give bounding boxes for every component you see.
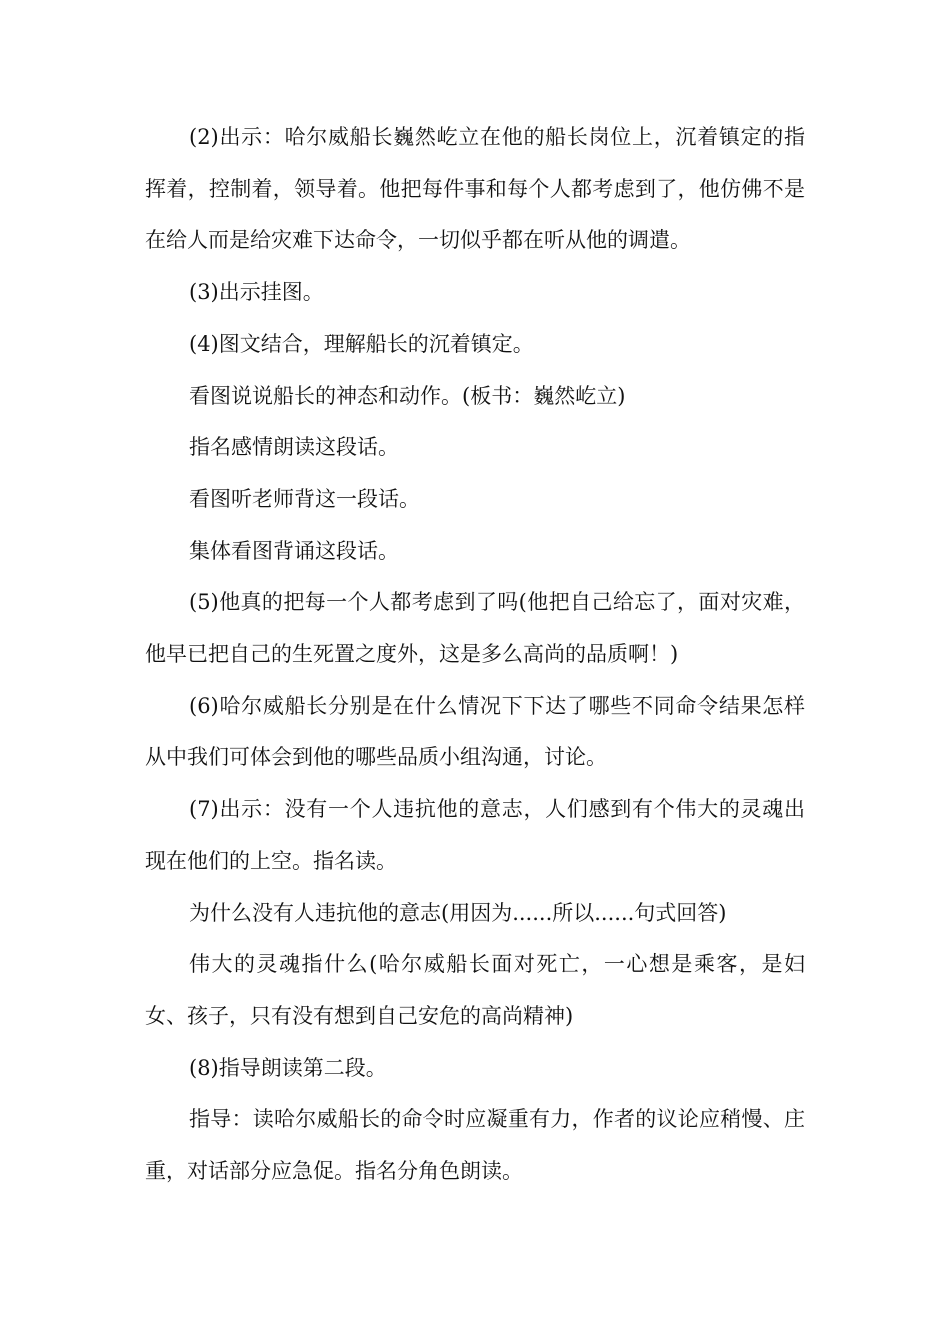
- document-body: [145, 112, 805, 1198]
- paragraph-emotional-reading: 指名感情朗读这段话。: [189, 435, 399, 460]
- paragraph-look-and-describe: 看图说说船长的神态和动作。(板书：巍然屹立): [189, 383, 626, 408]
- paragraph-6-discussion: (6)哈尔威船长分别是在什么情况下下达了哪些不同命令结果怎样从中我们可体会到他的哪些品质小组沟通，讨论。: [145, 693, 805, 770]
- paragraph-group-recite: 集体看图背诵这段话。: [189, 538, 399, 563]
- paragraph-teacher-recites: 看图听老师背这一段话。: [189, 486, 420, 511]
- paragraph-great-soul: 伟大的灵魂指什么(哈尔威船长面对死亡，一心想是乘客，是妇女、孩子，只有没有想到自己安危的高尚精神): [145, 952, 805, 1028]
- paragraph-5-question: (5)他真的把每一个人都考虑到了吗(他把自己给忘了，面对灾难，他早已把自己的生死置之度外，这是多么高尚的品质啊！): [145, 590, 805, 667]
- paragraph-guidance: 指导：读哈尔威船长的命令时应凝重有力，作者的议论应稍慢、庄重，对话部分应急促。指名分角色朗读。: [145, 1107, 805, 1184]
- paragraph-3-show-picture: (3)出示挂图。: [189, 280, 324, 305]
- paragraph-2-show-text: (2)出示：哈尔威船长巍然屹立在他的船长岗位上，沉着镇定的指挥着，控制着，领导着。他把每件事和每个人都考虑到了，他仿佛不是在给人而是给灾难下达命令，一切似乎都在听从他的调遣。: [145, 125, 805, 253]
- paragraph-8-reading-guide: (8)指导朗读第二段。: [189, 1055, 387, 1080]
- paragraph-7-show-text: (7)出示：没有一个人违抗他的意志，人们感到有个伟大的灵魂出现在他们的上空。指名读。: [145, 797, 805, 873]
- paragraph-4-picture-text: (4)图文结合，理解船长的沉着镇定。: [189, 331, 534, 356]
- paragraph-why-question: 为什么没有人违抗他的意志(用因为......所以......句式回答): [189, 900, 727, 925]
